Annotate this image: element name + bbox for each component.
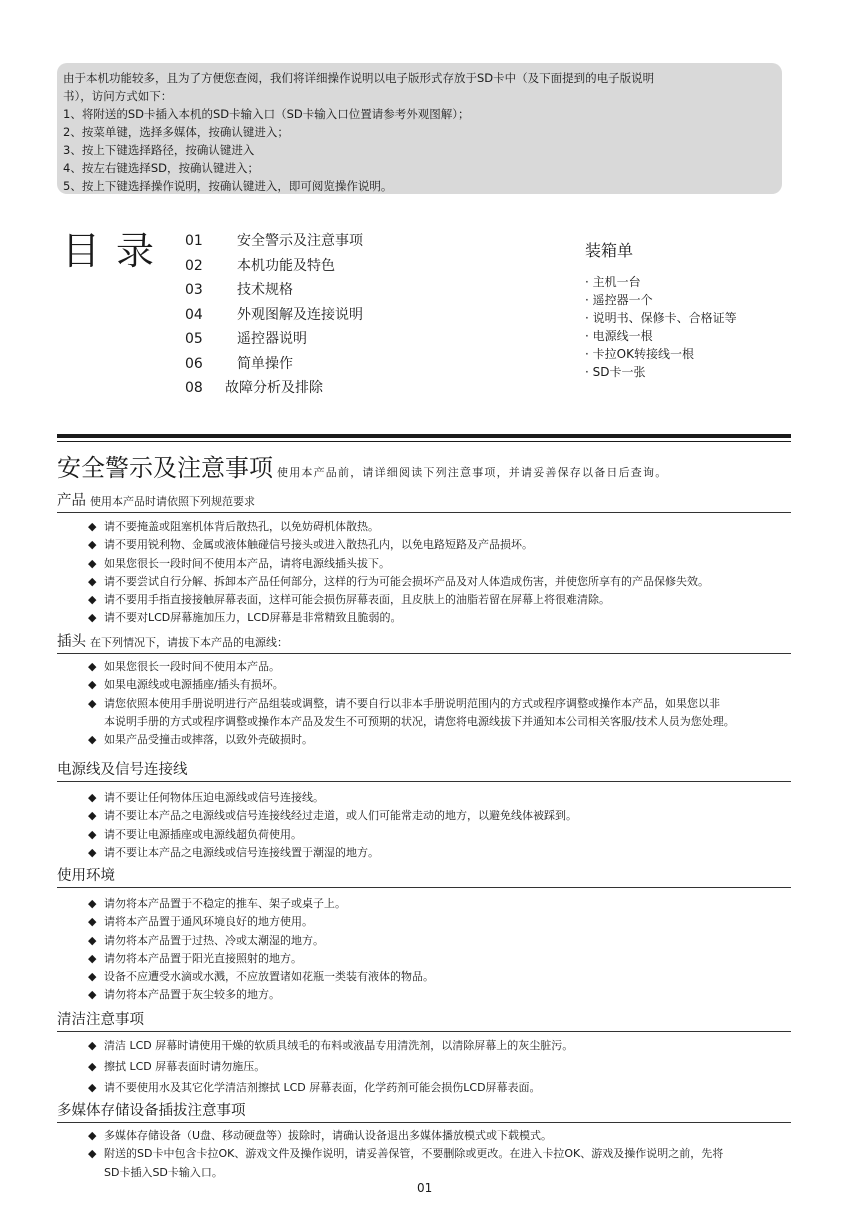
packing-item: · SD卡一张 [585, 365, 646, 379]
page-number: 01 [417, 1181, 433, 1195]
diamond-bullet-icon: ◆ [88, 538, 97, 552]
diamond-bullet-icon: ◆ [88, 660, 97, 673]
section-subheading-text: 使用本产品时请依照下列规范要求 [90, 495, 255, 508]
diamond-bullet-icon: ◆ [88, 733, 97, 747]
section-heading-cleaning [57, 1008, 791, 1032]
toc-item-label: 安全警示及注意事项 [237, 233, 363, 249]
list-item [88, 950, 808, 968]
list-item-text: 请勿将本产品置于阳光直接照射的地方。 [104, 951, 302, 965]
list-item-text: 请不要让任何物体压迫电源线或信号连接线。 [104, 791, 324, 804]
toc-item[interactable] [185, 353, 363, 378]
section-subheading-text: 在下列情况下，请拔下本产品的电源线： [90, 636, 288, 649]
toc-item-label: 故障分析及排除 [225, 380, 323, 396]
section-heading-text: 电源线及信号连接线 [57, 762, 188, 778]
diamond-bullet-icon: ◆ [88, 1147, 97, 1161]
diamond-bullet-icon: ◆ [88, 611, 97, 625]
multimedia-bullet-list [88, 1127, 808, 1182]
notice-line: 由于本机功能较多，且为了方便您查阅，我们将详细操作说明以电子版形式存放于SD卡中（及下面提到的电子版说明 [63, 71, 655, 85]
list-item-text: 请不要使用水及其它化学清洁剂擦拭 LCD 屏幕表面，化学药剂可能会损伤LCD屏幕表面。 [104, 1081, 541, 1094]
list-item [88, 1035, 808, 1056]
list-item [88, 807, 808, 825]
list-item-text: 请不要让本产品之电源线或信号连接线经过走道，或人们可能常走动的地方，以避免线体被踩到。 [104, 809, 577, 823]
section-heading-environment [57, 864, 791, 888]
notice-line: 1、将附送的SD卡插入本机的SD卡输入口（SD卡输入口位置请参考外观图解）； [63, 107, 470, 121]
list-item [88, 1145, 808, 1163]
list-item-text: 清洁 LCD 屏幕时请使用干燥的软质具绒毛的布料或液晶专用清洗剂，以清除屏幕上的灰尘脏污。 [104, 1039, 574, 1052]
list-item-text: 请不要尝试自行分解、拆卸本产品任何部分，这样的行为可能会损坏产品及对人体造成伤害，并使您所享有的产品保修失效。 [104, 574, 709, 588]
list-item [88, 826, 808, 844]
list-item [88, 536, 808, 554]
list-item [88, 731, 808, 749]
toc-item-number: 01 [185, 233, 203, 249]
safety-subtitle: 使用本产品前，请详细阅读下列注意事项，并请妥善保存以备日后查询。 [277, 466, 668, 479]
list-item [88, 609, 808, 627]
section-heading-text: 多媒体存储设备插拔注意事项 [57, 1103, 246, 1119]
list-item-text: 请勿将本产品置于不稳定的推车、架子或桌子上。 [104, 897, 346, 910]
list-item [88, 968, 808, 986]
diamond-bullet-icon: ◆ [88, 915, 97, 929]
toc-item-number: 04 [185, 306, 203, 323]
packing-item: · 遥控器一个 [585, 293, 653, 307]
access-notice-box [57, 63, 782, 194]
diamond-bullet-icon: ◆ [88, 970, 97, 984]
notice-line: 4、按左右键选择SD，按确认键进入； [63, 161, 259, 175]
list-item [88, 1056, 808, 1077]
toc-title: 目录 [62, 229, 171, 273]
list-item-text: 如果电源线或电源插座/插头有损坏。 [104, 678, 284, 692]
section-heading-multimedia [57, 1099, 791, 1123]
list-item [88, 573, 808, 591]
list-item [88, 932, 808, 950]
diamond-bullet-icon: ◆ [88, 696, 97, 710]
list-item-text: 如果您很长一段时间不使用本产品。 [104, 660, 280, 673]
list-item [88, 895, 808, 913]
list-item-continuation: 本说明手册的方式或程序调整或操作本产品及发生不可预期的状况，请您将电源线拔下并通知本公司相关客服/技术人员为您处理。 [104, 714, 735, 728]
list-item-text: 请不要让电源插座或电源线超负荷使用。 [104, 827, 302, 841]
list-item [88, 591, 808, 609]
toc-list [185, 230, 363, 402]
list-item-text: 请不要用锐利物、金属或液体触碰信号接头或进入散热孔内，以免电路短路及产品损坏。 [104, 538, 533, 552]
list-item-text: 擦拭 LCD 屏幕表面时请勿施压。 [104, 1060, 266, 1073]
section-heading-text: 使用环境 [57, 868, 115, 884]
list-item-text: 附送的SD卡中包含卡拉OK、游戏文件及操作说明，请妥善保管，不要删除或更改。在进入卡拉OK、游戏及操作说明之前，先将 [104, 1147, 724, 1161]
diamond-bullet-icon: ◆ [88, 845, 97, 859]
packing-item: · 主机一台 [585, 275, 641, 289]
packing-item: · 电源线一根 [585, 329, 653, 343]
diamond-bullet-icon: ◆ [88, 1081, 97, 1094]
safety-title: 安全警示及注意事项 [57, 454, 273, 482]
list-item [88, 789, 808, 807]
list-item-text: 设备不应遭受水滴或水溅，不应放置诸如花瓶一类装有液体的物品。 [104, 970, 434, 984]
packing-list-title: 装箱单 [585, 241, 634, 260]
toc-item-number: 08 [185, 380, 203, 396]
toc-item-number: 06 [185, 355, 203, 372]
diamond-bullet-icon: ◆ [88, 897, 97, 910]
section-heading-text: 插头 [57, 634, 86, 650]
list-item [88, 1077, 808, 1098]
toc-item[interactable] [185, 377, 363, 402]
toc-item-label: 简单操作 [237, 355, 293, 372]
diamond-bullet-icon: ◆ [88, 933, 97, 947]
toc-item-number: 03 [185, 282, 203, 298]
packing-list [585, 238, 737, 381]
diamond-bullet-icon: ◆ [88, 988, 97, 1002]
section-heading-text: 产品 [57, 493, 86, 509]
product-bullet-list [88, 518, 808, 628]
list-item-text: 请不要让本产品之电源线或信号连接线置于潮湿的地方。 [104, 845, 379, 859]
list-item-text: 如果您很长一段时间不使用本产品，请将电源线插头拔下。 [104, 556, 390, 570]
list-item-text: 请您依照本使用手册说明进行产品组装或调整，请不要自行以非本手册说明范围内的方式或程序调整或操作本产品，如果您以非 [104, 696, 720, 710]
list-item [88, 986, 808, 1004]
list-item [88, 676, 808, 694]
toc-item[interactable] [185, 230, 363, 255]
environment-bullet-list [88, 895, 808, 1005]
section-divider-thin [57, 441, 791, 442]
list-item [88, 658, 808, 676]
toc-item-label: 外观图解及连接说明 [237, 306, 363, 323]
section-divider-thick [57, 434, 791, 438]
list-item [88, 695, 808, 713]
list-item [88, 518, 808, 536]
toc-item[interactable] [185, 255, 363, 280]
diamond-bullet-icon: ◆ [88, 791, 97, 804]
section-heading-plug [57, 630, 791, 654]
list-item-text: 请勿将本产品置于灰尘较多的地方。 [104, 988, 280, 1002]
list-item-text: 请不要对LCD屏幕施加压力，LCD屏幕是非常精致且脆弱的。 [104, 611, 402, 625]
safety-heading [57, 448, 667, 483]
packing-item: · 卡拉OK转接线一根 [585, 347, 694, 361]
list-item-text: 请勿将本产品置于过热、冷或太潮湿的地方。 [104, 933, 324, 947]
list-item [88, 913, 808, 931]
notice-line: 5、按上下键选择操作说明，按确认键进入，即可阅览操作说明。 [63, 179, 393, 193]
packing-item: · 说明书、保修卡、合格证等 [585, 311, 737, 325]
diamond-bullet-icon: ◆ [88, 1039, 97, 1052]
diamond-bullet-icon: ◆ [88, 951, 97, 965]
list-item-text: 请不要用手指直接接触屏幕表面，这样可能会损伤屏幕表面，且皮肤上的油脂若留在屏幕上将很难清除。 [104, 593, 610, 607]
diamond-bullet-icon: ◆ [88, 1060, 97, 1073]
list-item [88, 844, 808, 862]
list-item-text: 请不要掩盖或阻塞机体背后散热孔，以免妨碍机体散热。 [104, 520, 379, 533]
list-item-text: 请将本产品置于通风环境良好的地方使用。 [104, 915, 313, 929]
list-item-text: 多媒体存储设备（U盘、移动硬盘等）拔除时，请确认设备退出多媒体播放模式或下载模式。 [104, 1129, 553, 1142]
toc-item-number: 05 [185, 331, 203, 347]
section-heading-text: 清洁注意事项 [57, 1012, 144, 1028]
list-item-continuation: SD卡插入SD卡输入口。 [104, 1165, 223, 1179]
diamond-bullet-icon: ◆ [88, 593, 97, 607]
diamond-bullet-icon: ◆ [88, 809, 97, 823]
notice-line: 2、按菜单键，选择多媒体，按确认键进入； [63, 125, 289, 139]
toc-item-number: 02 [185, 257, 203, 274]
toc-item-label: 技术规格 [237, 282, 293, 298]
toc-item[interactable] [185, 304, 363, 329]
cable-bullet-list [88, 789, 808, 862]
list-item [88, 555, 808, 573]
diamond-bullet-icon: ◆ [88, 574, 97, 588]
section-heading-cable [57, 758, 791, 782]
toc-item[interactable] [185, 328, 363, 353]
toc-item-label: 遥控器说明 [237, 331, 307, 347]
cleaning-bullet-list [88, 1035, 808, 1098]
toc-item[interactable] [185, 279, 363, 304]
section-heading-product [57, 489, 791, 513]
list-item [88, 1127, 808, 1145]
plug-bullet-list [88, 658, 808, 749]
list-item-text: 如果产品受撞击或摔落，以致外壳破损时。 [104, 733, 313, 747]
diamond-bullet-icon: ◆ [88, 678, 97, 692]
diamond-bullet-icon: ◆ [88, 556, 97, 570]
toc-item-label: 本机功能及特色 [237, 257, 335, 274]
diamond-bullet-icon: ◆ [88, 1129, 97, 1142]
notice-line: 书），访问方式如下： [63, 89, 173, 103]
notice-line: 3、按上下键选择路径，按确认键进入 [63, 143, 255, 157]
diamond-bullet-icon: ◆ [88, 827, 97, 841]
diamond-bullet-icon: ◆ [88, 520, 97, 533]
